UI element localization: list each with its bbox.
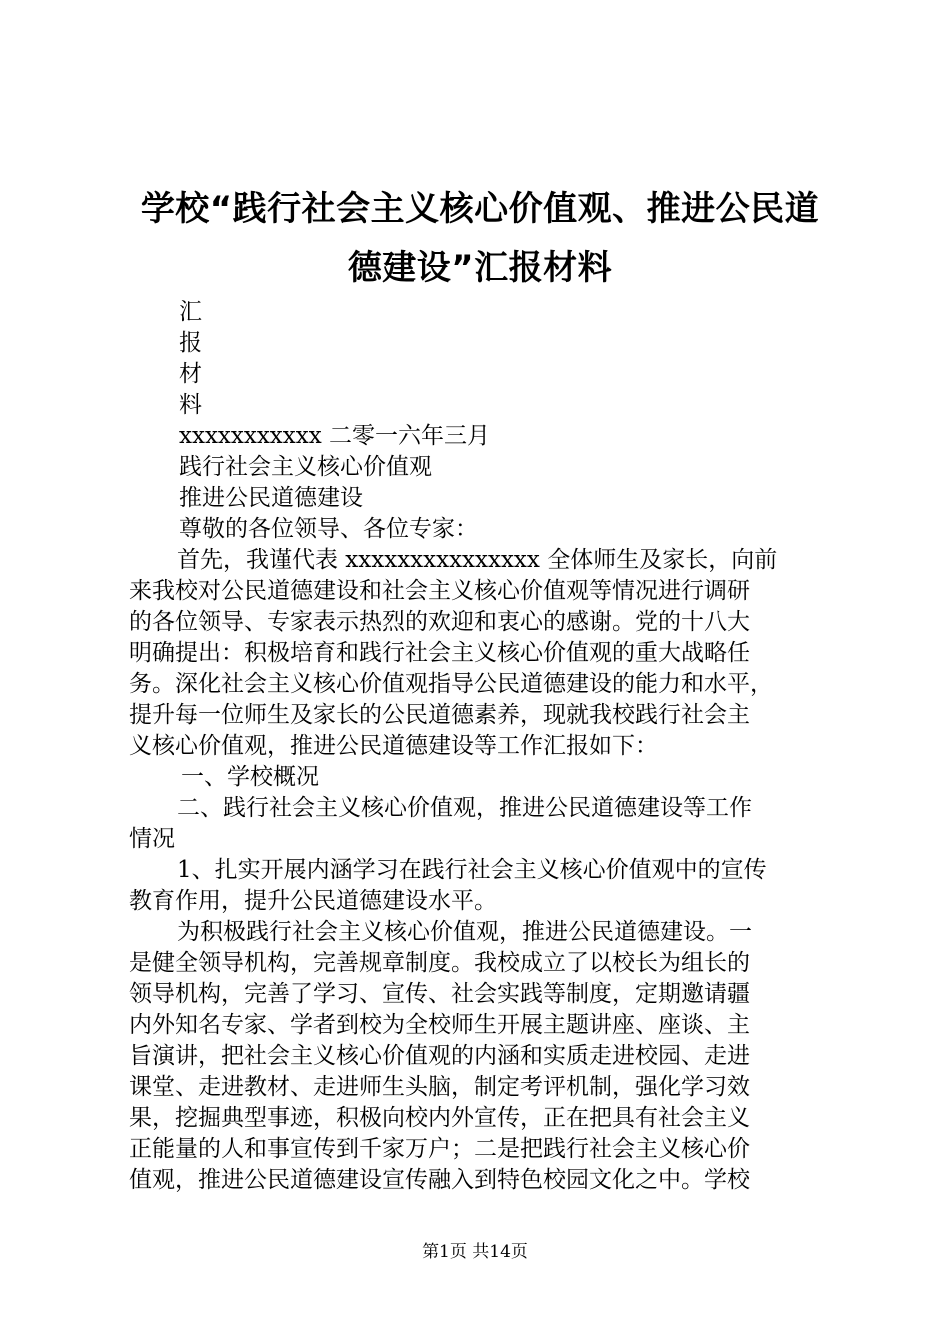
- paragraph-1-line: 明确提出：积极培育和践行社会主义核心价值观的重大战略任: [129, 640, 750, 666]
- paragraph-2-line: 旨演讲，把社会主义核心价值观的内涵和实质走进校园、走进: [129, 1043, 750, 1069]
- paragraph-2-line: 正能量的人和事宣传到千家万户；二是把践行社会主义核心价: [129, 1136, 750, 1162]
- paragraph-1-line: 来我校对公民道德建设和社会主义核心价值观等情况进行调研: [129, 578, 750, 604]
- paragraph-1-line: 首先，我谨代表 xxxxxxxxxxxxxxx 全体师生及家长，向前: [177, 547, 778, 573]
- stack-char: 汇: [179, 299, 202, 325]
- paragraph-1-line: 提升每一位师生及家长的公民道德素养，现就我校践行社会主: [129, 702, 750, 728]
- document-title-line-1: 学校“践行社会主义核心价值观、推进公民道: [140, 189, 820, 229]
- document-body: [129, 297, 834, 1196]
- stack-char: 材: [179, 361, 202, 387]
- paragraph-2-line: 果，挖掘典型事迹，积极向校内外宣传，正在把具有社会主义: [129, 1105, 750, 1131]
- subtitle-1: 践行社会主义核心价值观: [179, 454, 432, 480]
- section-heading-1: 一、学校概况: [181, 764, 319, 790]
- section-heading-3-line: 教育作用，提升公民道德建设水平。: [129, 888, 497, 914]
- paragraph-2-line: 课堂、走进教材、走进师生头脑，制定考评机制，强化学习效: [129, 1074, 750, 1100]
- paragraph-1-line: 务。深化社会主义核心价值观指导公民道德建设的能力和水平，: [129, 671, 773, 697]
- paragraph-2-line: 领导机构，完善了学习、宣传、社会实践等制度，定期邀请疆: [129, 981, 750, 1007]
- salutation: 尊敬的各位领导、各位专家：: [179, 516, 478, 542]
- paragraph-2-line: 内外知名专家、学者到校为全校师生开展主题讲座、座谈、主: [129, 1012, 750, 1038]
- paragraph-2-line: 值观，推进公民道德建设宣传融入到特色校园文化之中。学校: [129, 1167, 750, 1193]
- stack-char: 料: [179, 392, 202, 418]
- section-heading-2-line: 二、践行社会主义核心价值观，推进公民道德建设等工作: [177, 795, 752, 821]
- paragraph-1-line: 的各位领导、专家表示热烈的欢迎和衷心的感谢。党的十八大: [129, 609, 750, 635]
- subtitle-2: 推进公民道德建设: [179, 485, 363, 511]
- document-title-line-2: 德建设”汇报材料: [347, 248, 613, 288]
- section-heading-2-line: 情况: [129, 826, 175, 852]
- page-footer: 第1页 共14页: [422, 1242, 528, 1262]
- date-line: xxxxxxxxxxx 二零一六年三月: [179, 423, 490, 449]
- stack-char: 报: [179, 330, 202, 356]
- section-heading-3-line: 1、扎实开展内涵学习在践行社会主义核心价值观中的宣传: [177, 857, 767, 883]
- paragraph-2-line: 为积极践行社会主义核心价值观，推进公民道德建设。一: [177, 919, 752, 945]
- paragraph-2-line: 是健全领导机构，完善规章制度。我校成立了以校长为组长的: [129, 950, 750, 976]
- paragraph-1-line: 义核心价值观，推进公民道德建设等工作汇报如下：: [129, 733, 658, 759]
